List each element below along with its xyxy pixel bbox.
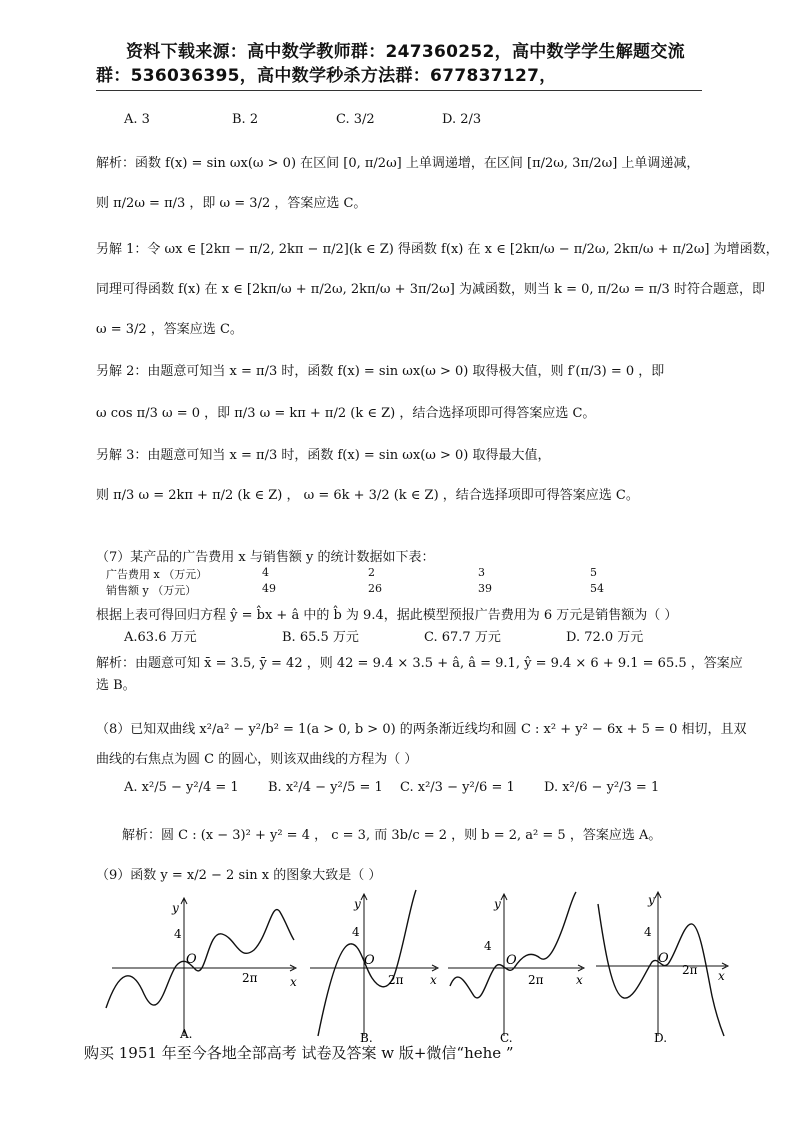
q9-graph-a <box>104 890 300 1040</box>
choice-d-label: D. <box>654 1031 668 1045</box>
q9-stem: （9）函数 y = x/2 − 2 sin x 的图象大致是（ ） <box>96 868 382 883</box>
choice-c-label: C. <box>500 1031 513 1045</box>
y-label: y <box>494 897 501 911</box>
x-label: x <box>576 973 583 987</box>
x-label: x <box>718 969 725 983</box>
q8-stem: 曲线的右焦点为圆 C 的圆心，则该双曲线的方程为（ ） <box>96 752 418 767</box>
q7-table-row2-label: 销售额 y （万元） <box>106 584 197 597</box>
q8-analysis: 解析：圆 C : (x − 3)² + y² = 4 ， c = 3, 而 3b/c = 2 ，则 b = 2, a² = 5 ，答案应选 A。 <box>122 828 662 843</box>
q6-alt1-line: 另解 1：令 ωx ∈ [2kπ − π/2, 2kπ − π/2](k ∈ Z) 得函数 f(x) 在 x ∈ [2kπ/ω − π/2ω, 2kπ/ω + π/2ω] 为增函数， <box>96 242 779 257</box>
q9-graph-d <box>592 886 732 1046</box>
q7-table-cell: 5 <box>590 566 597 579</box>
q6-option-c: C. 3/2 <box>336 112 375 127</box>
q6-alt1-line: ω = 3/2 ，答案应选 C。 <box>96 322 243 337</box>
origin-label: O <box>506 953 517 968</box>
q7-analysis: 选 B。 <box>96 678 136 693</box>
origin-label: O <box>364 953 375 968</box>
footer-ad: 购买 1951 年至今各地全部高考 试卷及答案 w 版+微信“hehe ” <box>84 1044 514 1062</box>
q8-option-c: C. x²/3 − y²/6 = 1 <box>400 780 515 795</box>
choice-b-label: B. <box>360 1031 373 1045</box>
q7-analysis: 解析：由题意可知 x̄ = 3.5, ȳ = 42 ，则 42 = 9.4 × 3.5 + â, â = 9.1, ŷ = 9.4 × 6 + 9.1 = 65.5 ，答案应 <box>96 656 743 671</box>
q6-option-a: A. 3 <box>124 112 150 127</box>
curve <box>106 910 294 1008</box>
q9-graph-b <box>306 886 442 1046</box>
q7-table-cell: 54 <box>590 582 604 595</box>
curve <box>598 904 724 1036</box>
q6-alt1-line: 同理可得函数 f(x) 在 x ∈ [2kπ/ω + π/2ω, 2kπ/ω + 3π/2ω] 为减函数，则当 k = 0, π/2ω = π/3 时符合题意，即 <box>96 282 765 297</box>
q6-alt2-line: ω cos π/3 ω = 0 ，即 π/3 ω = kπ + π/2 (k ∈ Z) ，结合选择项即可得答案应选 C。 <box>96 406 596 421</box>
q7-option-a: A.63.6 万元 <box>124 630 197 645</box>
q6-alt3-line: 另解 3：由题意可知当 x = π/3 时，函数 f(x) = sin ωx(ω > 0) 取得最大值， <box>96 448 551 463</box>
y-label: y <box>354 897 361 911</box>
origin-label: O <box>186 952 197 967</box>
two-pi-label: 2π <box>388 973 404 987</box>
q7-table-cell: 3 <box>478 566 485 579</box>
q9-graph-c <box>444 886 588 1046</box>
q6-alt3-line: 则 π/3 ω = 2kπ + π/2 (k ∈ Z) ， ω = 6k + 3/2 (k ∈ Z) ，结合选择项即可得答案应选 C。 <box>96 488 639 503</box>
four-label: 4 <box>644 925 652 939</box>
q8-option-a: A. x²/5 − y²/4 = 1 <box>124 780 239 795</box>
two-pi-label: 2π <box>242 971 258 985</box>
y-label: y <box>172 901 179 915</box>
q7-table-cell: 2 <box>368 566 375 579</box>
choice-a-label: A. <box>180 1027 193 1040</box>
q7-table-cell: 4 <box>262 566 269 579</box>
q8-option-b: B. x²/4 − y²/5 = 1 <box>268 780 383 795</box>
header-divider <box>96 90 702 91</box>
q7-table-row1-label: 广告费用 x （万元） <box>106 568 208 581</box>
q7-stem: （7）某产品的广告费用 x 与销售额 y 的统计数据如下表： <box>96 550 435 565</box>
q6-alt2-line: 另解 2：由题意可知当 x = π/3 时，函数 f(x) = sin ωx(ω > 0) 取得极大值，则 f′(π/3) = 0 ，即 <box>96 364 665 379</box>
two-pi-label: 2π <box>682 963 698 977</box>
origin-label: O <box>658 951 669 966</box>
q7-table-cell: 26 <box>368 582 382 595</box>
q8-stem: （8）已知双曲线 x²/a² − y²/b² = 1(a > 0, b > 0) 的两条渐近线均和圆 C : x² + y² − 6x + 5 = 0 相切，且双 <box>96 722 747 737</box>
q6-option-b: B. 2 <box>232 112 259 127</box>
four-label: 4 <box>174 927 182 941</box>
two-pi-label: 2π <box>528 973 544 987</box>
q7-table-cell: 39 <box>478 582 492 595</box>
q7-option-c: C. 67.7 万元 <box>424 630 501 645</box>
y-label: y <box>648 893 655 907</box>
x-label: x <box>290 975 297 989</box>
q6-analysis-line: 解析：函数 f(x) = sin ωx(ω > 0) 在区间 [0, π/2ω] 上单调递增，在区间 [π/2ω, 3π/2ω] 上单调递减， <box>96 156 700 171</box>
q7-question: 根据上表可得回归方程 ŷ = b̂x + â 中的 b̂ 为 9.4，据此模型预报广告费用为 6 万元是销售额为（ ） <box>96 608 678 623</box>
x-label: x <box>430 973 437 987</box>
q8-option-d: D. x²/6 − y²/3 = 1 <box>544 780 660 795</box>
q7-option-d: D. 72.0 万元 <box>566 630 644 645</box>
four-label: 4 <box>352 925 360 939</box>
header-line-1: 资料下载来源：高中数学教师群：247360252，高中数学学生解题交流 <box>126 42 685 62</box>
q6-option-d: D. 2/3 <box>442 112 482 127</box>
page-header <box>96 40 708 88</box>
q7-option-b: B. 65.5 万元 <box>282 630 359 645</box>
four-label: 4 <box>484 939 492 953</box>
curve <box>450 892 576 998</box>
q7-table-cell: 49 <box>262 582 276 595</box>
header-line-2: 群：536036395，高中数学秒杀方法群：677837127， <box>96 66 557 86</box>
q6-analysis-line: 则 π/2ω = π/3 ，即 ω = 3/2 ，答案应选 C。 <box>96 196 367 211</box>
